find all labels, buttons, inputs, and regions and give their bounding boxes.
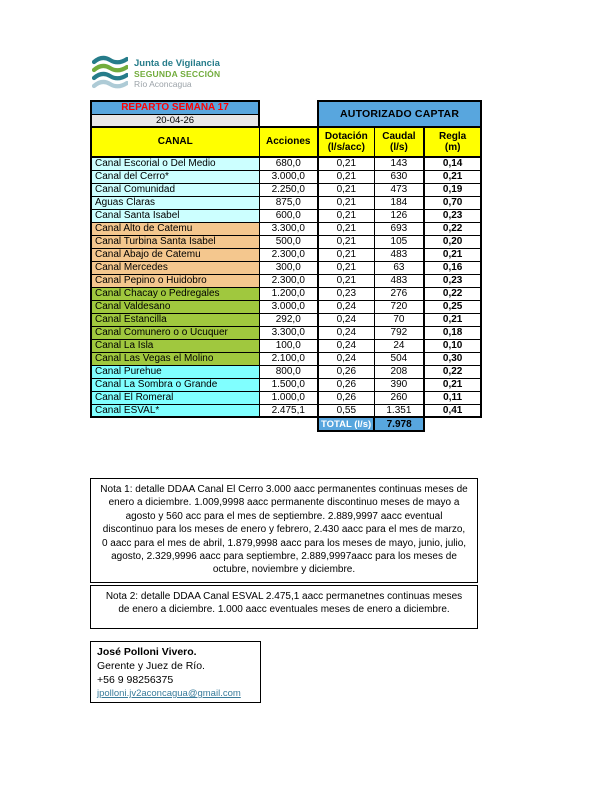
caudal-cell: 390 [374,378,424,391]
canal-name-cell: Canal Chacay o Pedregales [91,287,259,300]
caudal-cell: 126 [374,209,424,222]
caudal-cell: 693 [374,222,424,235]
nota-1-box: Nota 1: detalle DDAA Canal El Cerro 3.000 aacc permanentes continuas meses de enero a diciembre. 1.009,9998 aacc permanente discontinuo meses de mayo a agosto y 560 acc para el mes de septiembre. 2.889,9997 aacc eventual discontinuo para los meses de enero y febrero, 2.430 aacc para el mes de marzo, 0 aacc para el mes de abril, 1.879,9998 aacc para los meses de mayo, junio, julio, agosto, 2.329,9996 aacc para septiembre, 2.889,9997aacc para los meses de octubre, noviembre y diciembre. [90,478,478,583]
caudal-cell: 720 [374,300,424,313]
acciones-cell: 500,0 [259,235,318,248]
regla-cell: 0,21 [424,248,481,261]
caudal-cell: 483 [374,248,424,261]
dotacion-cell: 0,21 [318,170,374,183]
total-label: TOTAL (l/s) [318,417,374,431]
table-row [91,287,481,300]
header-gap [259,114,318,127]
table-row [91,365,481,378]
signature-phone: +56 9 98256375 [97,674,174,686]
canal-name-cell: Canal del Cerro* [91,170,259,183]
signature-box [90,641,261,703]
table-row [91,378,481,391]
regla-cell: 0,22 [424,222,481,235]
dotacion-cell: 0,24 [318,326,374,339]
acciones-cell: 300,0 [259,261,318,274]
acciones-cell: 2.300,0 [259,248,318,261]
canal-name-cell: Canal Santa Isabel [91,209,259,222]
dotacion-cell: 0,24 [318,313,374,326]
logo-title: Junta de Vigilancia [134,58,220,70]
total-row-spacer [424,417,481,431]
reparto-table [90,100,482,432]
column-header-dotacion: Dotación (l/s/acc) [318,127,374,157]
acciones-cell: 1.500,0 [259,378,318,391]
caudal-cell: 260 [374,391,424,404]
canal-name-cell: Canal Escorial o Del Medio [91,157,259,170]
canal-name-cell: Canal Alto de Catemu [91,222,259,235]
canal-name-cell: Canal Comunero o o Ucuquer [91,326,259,339]
table-row [91,404,481,417]
header-gap [259,101,318,114]
acciones-cell: 1.000,0 [259,391,318,404]
dotacion-cell: 0,26 [318,391,374,404]
regla-cell: 0,19 [424,183,481,196]
authorized-captar-header: AUTORIZADO CAPTAR [318,101,481,127]
acciones-cell: 2.250,0 [259,183,318,196]
logo-river-name: Río Aconcagua [134,78,192,89]
acciones-cell: 800,0 [259,365,318,378]
dotacion-cell: 0,21 [318,157,374,170]
caudal-cell: 504 [374,352,424,365]
report-week-title: REPARTO SEMANA 17 [91,101,259,114]
organization-logo [92,54,220,95]
table-row [91,300,481,313]
caudal-cell: 184 [374,196,424,209]
canal-name-cell: Canal Pepino o Huidobro [91,274,259,287]
acciones-cell: 875,0 [259,196,318,209]
canal-name-cell: Canal Valdesano [91,300,259,313]
table-row [91,352,481,365]
regla-cell: 0,10 [424,339,481,352]
dotacion-cell: 0,26 [318,365,374,378]
regla-cell: 0,70 [424,196,481,209]
regla-cell: 0,21 [424,313,481,326]
caudal-cell: 1.351 [374,404,424,417]
column-header-caudal: Caudal (l/s) [374,127,424,157]
total-row-spacer [91,417,318,431]
canal-name-cell: Canal La Isla [91,339,259,352]
dotacion-cell: 0,21 [318,248,374,261]
signature-email-link[interactable]: jpolloni.jv2aconcagua@gmail.com [97,688,241,699]
caudal-cell: 208 [374,365,424,378]
canal-name-cell: Canal Abajo de Catemu [91,248,259,261]
acciones-cell: 100,0 [259,339,318,352]
regla-cell: 0,30 [424,352,481,365]
table-row [91,235,481,248]
acciones-cell: 2.475,1 [259,404,318,417]
column-header-canal: CANAL [91,127,259,157]
acciones-cell: 680,0 [259,157,318,170]
canal-name-cell: Canal Purehue [91,365,259,378]
caudal-cell: 630 [374,170,424,183]
canal-name-cell: Canal Las Vegas el Molino [91,352,259,365]
acciones-cell: 600,0 [259,209,318,222]
regla-cell: 0,22 [424,287,481,300]
dotacion-cell: 0,24 [318,352,374,365]
table-row [91,261,481,274]
regla-cell: 0,23 [424,274,481,287]
total-value: 7.978 [374,417,424,431]
regla-cell: 0,25 [424,300,481,313]
dotacion-cell: 0,21 [318,183,374,196]
dotacion-cell: 0,21 [318,196,374,209]
regla-cell: 0,16 [424,261,481,274]
dotacion-cell: 0,21 [318,235,374,248]
signature-role: Gerente y Juez de Río. [97,660,205,672]
dotacion-cell: 0,21 [318,274,374,287]
canal-name-cell: Canal Comunidad [91,183,259,196]
regla-cell: 0,21 [424,170,481,183]
caudal-cell: 63 [374,261,424,274]
caudal-cell: 143 [374,157,424,170]
dotacion-cell: 0,21 [318,261,374,274]
table-row [91,274,481,287]
regla-cell: 0,41 [424,404,481,417]
caudal-cell: 70 [374,313,424,326]
caudal-cell: 24 [374,339,424,352]
dotacion-cell: 0,26 [318,378,374,391]
canal-name-cell: Canal Turbina Santa Isabel [91,235,259,248]
regla-cell: 0,20 [424,235,481,248]
table-row [91,183,481,196]
acciones-cell: 3.300,0 [259,326,318,339]
table-row [91,326,481,339]
acciones-cell: 3.000,0 [259,170,318,183]
caudal-cell: 473 [374,183,424,196]
canal-table-body [91,157,481,417]
waves-icon [92,54,128,95]
dotacion-cell: 0,24 [318,339,374,352]
canal-name-cell: Canal El Romeral [91,391,259,404]
acciones-cell: 3.000,0 [259,300,318,313]
dotacion-cell: 0,21 [318,209,374,222]
table-row [91,391,481,404]
table-row [91,222,481,235]
regla-cell: 0,11 [424,391,481,404]
dotacion-cell: 0,23 [318,287,374,300]
acciones-cell: 2.300,0 [259,274,318,287]
acciones-cell: 292,0 [259,313,318,326]
caudal-cell: 105 [374,235,424,248]
table-row [91,209,481,222]
dotacion-cell: 0,55 [318,404,374,417]
column-header-acciones: Acciones [259,127,318,157]
table-row [91,339,481,352]
canal-name-cell: Canal Estancilla [91,313,259,326]
logo-subtitle: SEGUNDA SECCIÓN [134,69,221,80]
dotacion-cell: 0,24 [318,300,374,313]
column-header-regla: Regla (m) [424,127,481,157]
nota-2-box: Nota 2: detalle DDAA Canal ESVAL 2.475,1 aacc permanetnes continuas meses de enero a diciembre. 1.000 aacc eventuales meses de enero a diciembre. [90,585,478,629]
canal-name-cell: Aguas Claras [91,196,259,209]
canal-name-cell: Canal La Sombra o Grande [91,378,259,391]
caudal-cell: 483 [374,274,424,287]
caudal-cell: 276 [374,287,424,300]
regla-cell: 0,18 [424,326,481,339]
regla-cell: 0,23 [424,209,481,222]
acciones-cell: 1.200,0 [259,287,318,300]
table-row [91,196,481,209]
table-row [91,157,481,170]
regla-cell: 0,21 [424,378,481,391]
canal-name-cell: Canal Mercedes [91,261,259,274]
table-row [91,248,481,261]
regla-cell: 0,14 [424,157,481,170]
canal-name-cell: Canal ESVAL* [91,404,259,417]
table-row [91,170,481,183]
dotacion-cell: 0,21 [318,222,374,235]
report-date: 20-04-26 [91,114,259,127]
acciones-cell: 2.100,0 [259,352,318,365]
table-row [91,313,481,326]
signature-name: José Polloni Vivero. [97,646,197,658]
regla-cell: 0,22 [424,365,481,378]
caudal-cell: 792 [374,326,424,339]
acciones-cell: 3.300,0 [259,222,318,235]
